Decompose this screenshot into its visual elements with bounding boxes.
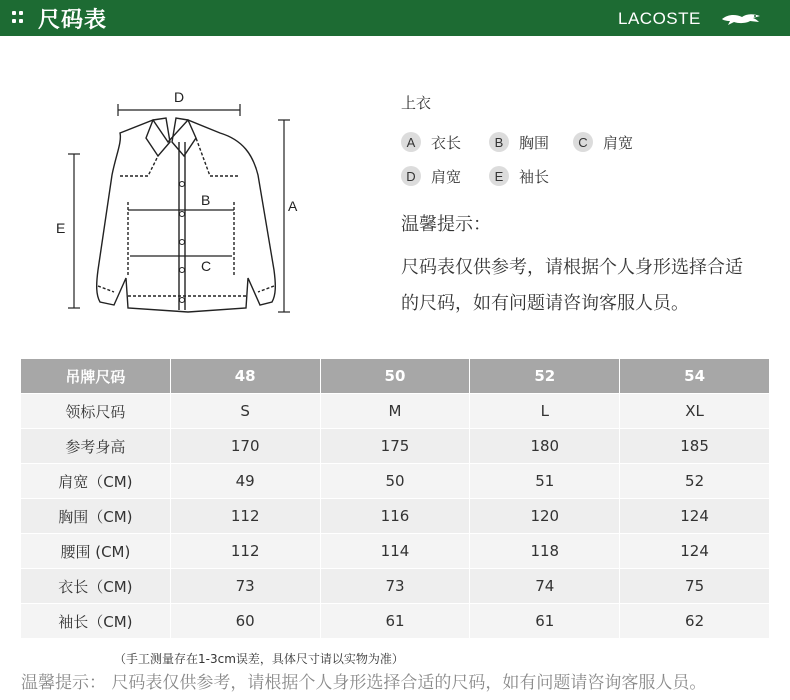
table-cell: L (470, 394, 620, 429)
legend-label: 肩宽 (603, 133, 634, 152)
table-cell: 124 (620, 499, 770, 534)
legend-label: 肩宽 (431, 167, 462, 186)
table-cell: 62 (620, 604, 770, 639)
table-cell: 112 (170, 499, 320, 534)
table-cell: 170 (170, 429, 320, 464)
table-cell: 61 (320, 604, 470, 639)
size-table (20, 358, 770, 639)
legend-item (489, 131, 549, 153)
column-header: 52 (470, 359, 620, 394)
table-header-row (21, 359, 770, 394)
header-bar (0, 0, 790, 36)
table-cell: 51 (470, 464, 620, 499)
table-cell: 74 (470, 569, 620, 604)
table-row (21, 429, 770, 464)
legend-label: 衣长 (431, 133, 462, 152)
row-label: 参考身高 (21, 429, 171, 464)
column-header: 54 (620, 359, 770, 394)
table-cell: 49 (170, 464, 320, 499)
table-cell: 112 (170, 534, 320, 569)
label-b: B (201, 192, 211, 208)
table-cell: M (320, 394, 470, 429)
column-header: 50 (320, 359, 470, 394)
legend-label: 胸围 (519, 133, 550, 152)
brand-name: LACOSTE (618, 9, 701, 28)
grid-dots-icon (12, 11, 24, 25)
crocodile-logo-icon (720, 8, 762, 28)
row-label: 袖长（CM) (21, 604, 171, 639)
table-cell: 180 (470, 429, 620, 464)
table-row (21, 569, 770, 604)
table-cell: 73 (170, 569, 320, 604)
column-header: 48 (170, 359, 320, 394)
legend-key: B (489, 132, 509, 152)
legend-item (489, 165, 549, 187)
table-row (21, 499, 770, 534)
tip-line: 尺码表仅供参考，请根据个人身形选择合适 (401, 257, 743, 278)
row-label: 腰围 (CM) (21, 534, 171, 569)
table-cell: 75 (620, 569, 770, 604)
table-row (21, 604, 770, 639)
table-cell: 52 (620, 464, 770, 499)
legend-key: C (573, 132, 593, 152)
table-cell: 124 (620, 534, 770, 569)
legend-key: A (401, 132, 421, 152)
table-cell: XL (620, 394, 770, 429)
table-cell: 50 (320, 464, 470, 499)
row-label: 胸围（CM) (21, 499, 171, 534)
footer-tip: 温馨提示： 尺码表仅供参考，请根据个人身形选择合适的尺码，如有问题请咨询客服人员。 (21, 673, 707, 693)
measurement-legend (401, 131, 781, 191)
tip-body (401, 250, 781, 322)
legend-key: D (401, 166, 421, 186)
legend-item (573, 131, 633, 153)
row-label: 衣长（CM) (21, 569, 171, 604)
jacket-diagram (48, 80, 318, 330)
legend-item (401, 131, 461, 153)
label-e: E (56, 220, 66, 236)
table-row (21, 464, 770, 499)
table-cell: 114 (320, 534, 470, 569)
legend-key: E (489, 166, 509, 186)
table-row (21, 394, 770, 429)
table-cell: 73 (320, 569, 470, 604)
tip-title: 温馨提示： (401, 214, 491, 235)
table-cell: 175 (320, 429, 470, 464)
page-title: 尺码表 (38, 8, 108, 33)
table-row (21, 534, 770, 569)
column-header: 吊牌尺码 (21, 359, 171, 394)
table-cell: S (170, 394, 320, 429)
section-label: 上衣 (401, 94, 432, 112)
table-cell: 185 (620, 429, 770, 464)
info-panel (401, 92, 781, 314)
row-label: 领标尺码 (21, 394, 171, 429)
measurement-note: （手工测量存在1-3cm误差，具体尺寸请以实物为准） (114, 652, 404, 666)
table-cell: 118 (470, 534, 620, 569)
label-d: D (174, 89, 185, 105)
label-c: C (201, 258, 212, 274)
row-label: 肩宽（CM) (21, 464, 171, 499)
label-a: A (288, 198, 298, 214)
table-cell: 116 (320, 499, 470, 534)
table-cell: 60 (170, 604, 320, 639)
legend-label: 袖长 (519, 167, 550, 186)
table-cell: 120 (470, 499, 620, 534)
table-cell: 61 (470, 604, 620, 639)
legend-item (401, 165, 461, 187)
tip-line: 的尺码，如有问题请咨询客服人员。 (401, 293, 689, 314)
